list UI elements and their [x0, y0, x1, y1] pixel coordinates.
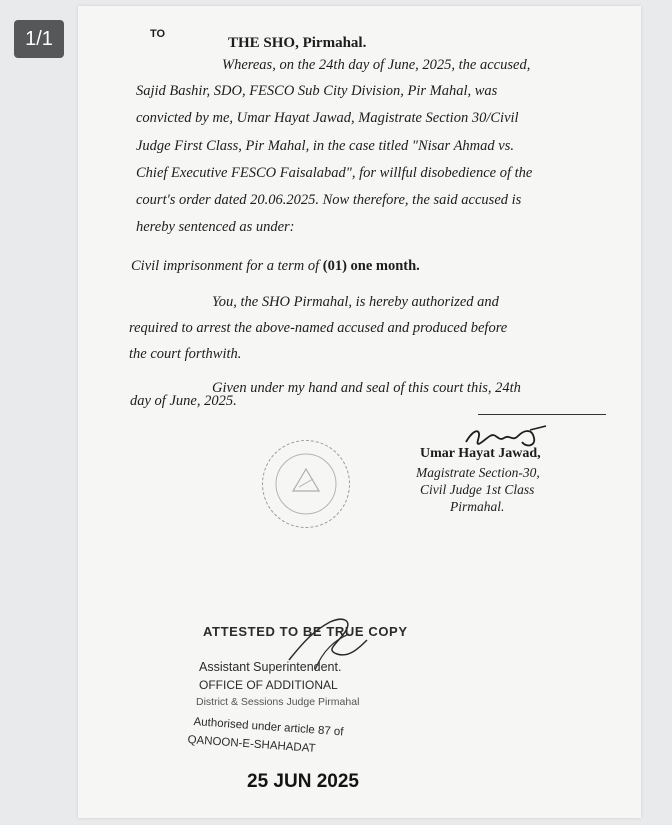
sentence — [131, 258, 420, 275]
body-line: Sajid Bashir, SDO, FESCO Sub City Division, Pir Mahal, was — [136, 83, 498, 99]
sentence-term: (01) one month. — [322, 258, 420, 274]
attestation-signature — [275, 610, 385, 680]
stamp-heading: ATTESTED TO BE TRUE COPY — [203, 624, 408, 639]
attestation-date: 25 JUN 2025 — [247, 771, 359, 792]
sentence-prefix: Civil imprisonment for a term of — [131, 258, 323, 274]
seal-emblem-icon — [263, 441, 349, 527]
stamp-line: QANOON-E-SHAHADAT — [187, 734, 316, 755]
stamp-line: Authorised under article 87 of — [193, 716, 344, 739]
given-line: day of June, 2025. — [130, 393, 237, 409]
body-line: Judge First Class, Pir Mahal, in the case titled "Nisar Ahmad vs. — [136, 138, 514, 154]
addressee: THE SHO, Pirmahal. — [228, 35, 367, 51]
stamp-line: District & Sessions Judge Pirmahal — [196, 696, 360, 708]
body-line: convicted by me, Umar Hayat Jawad, Magistrate Section 30/Civil — [136, 110, 519, 126]
signatory-title: Civil Judge 1st Class — [420, 482, 535, 497]
given-line: Given under my hand and seal of this court this, 24th — [212, 380, 521, 396]
to-label: TO — [150, 28, 166, 40]
body-line: hereby sentenced as under: — [136, 219, 295, 235]
page-counter: 1/1 — [14, 20, 64, 58]
signature-rule — [478, 414, 606, 415]
document-page — [78, 6, 641, 818]
signatory-place: Pirmahal. — [450, 499, 505, 514]
order-line: required to arrest the above-named accused and produced before — [129, 320, 508, 336]
court-seal — [262, 440, 350, 528]
body-line: Whereas, on the 24th day of June, 2025, the accused, — [222, 57, 531, 73]
stamp-line: Assistant Superintendent. — [199, 660, 342, 674]
signatory-name: Umar Hayat Jawad, — [420, 446, 541, 461]
stamp-line: OFFICE OF ADDITIONAL — [199, 678, 338, 692]
order-line: You, the SHO Pirmahal, is hereby authorized and — [212, 294, 499, 310]
body-line: Chief Executive FESCO Faisalabad", for willful disobedience of the — [136, 165, 533, 181]
order-line: the court forthwith. — [129, 346, 242, 362]
body-line: court's order dated 20.06.2025. Now therefore, the said accused is — [136, 192, 522, 208]
signatory-title: Magistrate Section-30, — [416, 465, 540, 480]
